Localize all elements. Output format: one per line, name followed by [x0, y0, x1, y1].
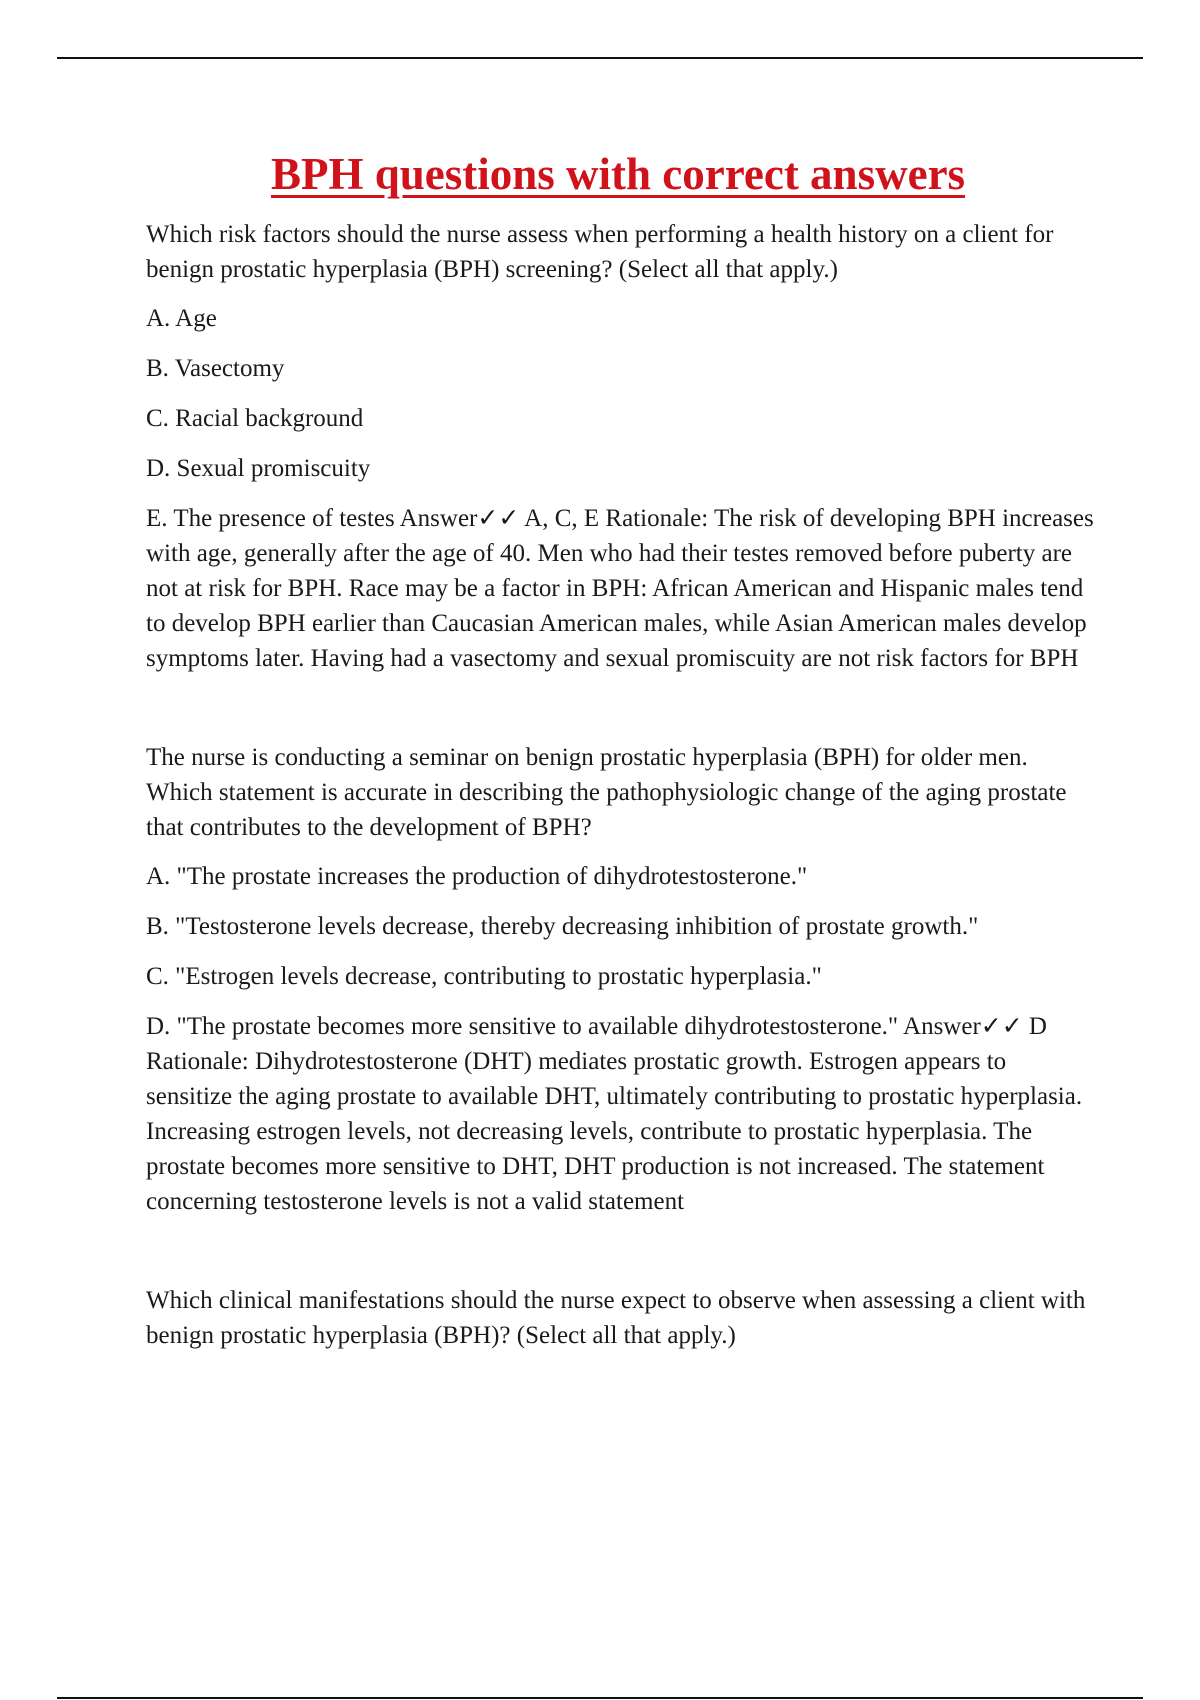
answer-label: Answer✓✓ — [399, 505, 520, 532]
option-b: B. Vasectomy — [146, 355, 285, 382]
question-1 — [146, 217, 1096, 676]
answer-rationale: D Rationale: Dihydrotestosterone (DHT) mediates prostatic growth. Estrogen appears to sensitize the aging prostate to available DHT, ultimately contributing to prostatic hyperplasia. Increasing estrogen levels, not decreasing levels, contribute to prostatic hyperplasia. The prostate becomes more sensitive to DHT, DHT production is not increased. The statement concerning testosterone levels is not a valid statement — [146, 1013, 1083, 1215]
document-title: BPH questions with correct answers — [270, 149, 966, 199]
bottom-rule — [57, 1697, 1143, 1699]
option-c: C. "Estrogen levels decrease, contributing to prostatic hyperplasia." — [146, 963, 822, 990]
answer-label: Answer✓✓ — [903, 1013, 1023, 1040]
answer-paragraph — [146, 501, 1096, 676]
option-a: A. "The prostate increases the production of dihydrotestosterone." — [146, 863, 808, 890]
document-body — [146, 217, 1096, 1367]
option-c: C. Racial background — [146, 405, 364, 432]
answer-rationale: A, C, E Rationale: The risk of developing BPH increases with age, generally after the age of 40. Men who had their testes removed before puberty are not at risk for BPH. Race may be a factor in BPH: African American and Hispanic males tend to develop BPH earlier than Caucasian American males, while Asian American males develop symptoms later. Having had a vasectomy and sexual promiscuity are not risk factors for BPH — [146, 505, 1094, 672]
answer-paragraph — [146, 1009, 1096, 1219]
top-rule — [57, 57, 1143, 59]
option-a: A. Age — [146, 305, 217, 332]
question-stem: Which clinical manifestations should the nurse expect to observe when assessing a client with benign prostatic hyperplasia (BPH)? (Select all that apply.) — [146, 1287, 1086, 1349]
option-d: D. "The prostate becomes more sensitive to available dihydrotestosterone." — [146, 1013, 899, 1040]
question-stem: Which risk factors should the nurse assess when performing a health history on a client for benign prostatic hyperplasia (BPH) screening? (Select all that apply.) — [146, 221, 1054, 283]
question-2 — [146, 740, 1096, 1219]
question-3 — [146, 1283, 1096, 1353]
option-e: E. The presence of testes — [146, 505, 395, 532]
option-b: B. "Testosterone levels decrease, thereby decreasing inhibition of prostate growth." — [146, 913, 979, 940]
question-stem: The nurse is conducting a seminar on benign prostatic hyperplasia (BPH) for older men. Which statement is accurate in describing the pathophysiologic change of the aging prostate that contributes to the development of BPH? — [146, 744, 1067, 841]
option-d: D. Sexual promiscuity — [146, 455, 371, 482]
